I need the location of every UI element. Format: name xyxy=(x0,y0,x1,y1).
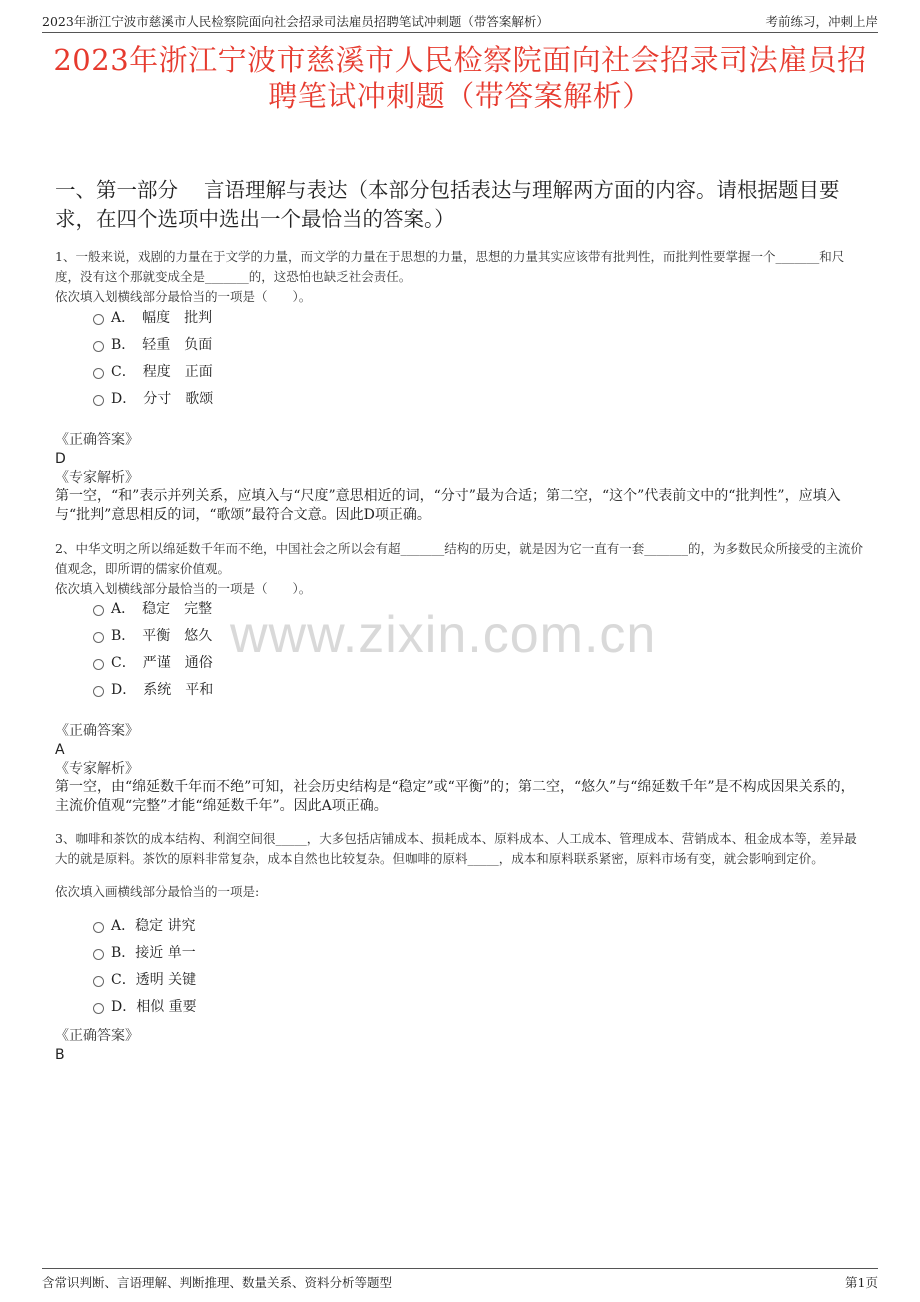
question-2-stem: 2、中华文明之所以绵延数千年而不绝，中国社会之所以会有超_______结构的历史，就是因为它一直有一套_______的，为多数民众所接受的主流价值观念，即所谓的儒家价值观。 xyxy=(55,541,863,576)
question-3-answer-label: 《正确答案》 xyxy=(55,1028,139,1044)
question-1-answer: D xyxy=(55,451,66,467)
question-3-option-c[interactable]: C．透明 关键 xyxy=(93,970,196,992)
radio-icon[interactable] xyxy=(93,341,104,352)
question-3-option-d[interactable]: D．相似 重要 xyxy=(93,997,197,1019)
question-1-answer-label: 《正确答案》 xyxy=(55,432,139,448)
section-text: 言语理解与表达（本部分包括表达与理解两方面的内容。请根据题目要求，在四个选项中选出一个最恰当的答案。） xyxy=(55,178,840,231)
section-heading xyxy=(55,176,865,234)
radio-icon[interactable] xyxy=(93,686,104,697)
question-2-option-d[interactable]: D． 系统 平和 xyxy=(93,680,213,702)
question-1-option-a[interactable]: A． 幅度 批判 xyxy=(93,308,212,330)
question-1-analysis-label: 《专家解析》 xyxy=(55,470,139,486)
question-2-analysis: 第一空，由“绵延数千年而不绝”可知，社会历史结构是“稳定”或“平衡”的；第二空，“悠久”与“绵延数千年”是不构成因果关系的，主流价值观“完整”才能“绵延数千年”。因此A项正确。 xyxy=(55,779,855,814)
radio-icon[interactable] xyxy=(93,949,104,960)
question-2-analysis-label: 《专家解析》 xyxy=(55,761,139,777)
question-1-stem: 1、一般来说，戏剧的力量在于文学的力量，而文学的力量在于思想的力量，思想的力量其实应该带有批判性，而批判性要掌握一个_______和尺度，没有这个那就变成全是_______的，这恐怕也缺乏社会责任。 xyxy=(55,249,845,284)
question-2-option-a[interactable]: A． 稳定 完整 xyxy=(93,599,212,621)
question-2-answer-label: 《正确答案》 xyxy=(55,723,139,739)
radio-icon[interactable] xyxy=(93,632,104,643)
question-1-option-b[interactable]: B． 轻重 负面 xyxy=(93,335,212,357)
question-3-stem: 3、咖啡和茶饮的成本结构、利润空间很_____，大多包括店铺成本、损耗成本、原料成本、人工成本、管理成本、营销成本、租金成本等，差异最大的就是原料。茶饮的原料非常复杂，成本自然也比较复杂。但咖啡的原料_____，成本和原料联系紧密，原料市场有变，就会影响到定价。 xyxy=(55,831,857,866)
question-1-analysis: 第一空，“和”表示并列关系，应填入与“尺度”意思相近的词，“分寸”最为合适；第二空，“这个”代表前文中的“批判性”，应填入与“批判”意思相反的词，“歌颂”最符合文意。因此D项正确。 xyxy=(55,488,841,523)
question-2-answer: A xyxy=(55,742,65,758)
page-title: 2023年浙江宁波市慈溪市人民检察院面向社会招录司法雇员招聘笔试冲刺题（带答案解析） xyxy=(53,43,867,113)
question-2-option-c[interactable]: C． 严谨 通俗 xyxy=(93,653,213,675)
footer-note: 含常识判断、言语理解、判断推理、数量关系、资料分析等题型 xyxy=(42,1275,393,1290)
radio-icon[interactable] xyxy=(93,395,104,406)
question-3-option-a[interactable]: A．稳定 讲究 xyxy=(93,916,196,938)
header-doc-title: 2023年浙江宁波市慈溪市人民检察院面向社会招录司法雇员招聘笔试冲刺题（带答案解析） xyxy=(42,14,549,29)
question-1-option-c[interactable]: C． 程度 正面 xyxy=(93,362,213,384)
page-header xyxy=(42,10,878,33)
radio-icon[interactable] xyxy=(93,314,104,325)
question-1-option-d[interactable]: D． 分寸 歌颂 xyxy=(93,389,213,411)
radio-icon[interactable] xyxy=(93,976,104,987)
page-footer xyxy=(42,1268,878,1291)
header-slogan: 考前练习，冲刺上岸 xyxy=(765,14,878,29)
question-2-prompt: 依次填入划横线部分最恰当的一项是（ ）。 xyxy=(55,581,312,596)
radio-icon[interactable] xyxy=(93,368,104,379)
question-3-prompt: 依次填入画横线部分最恰当的一项是: xyxy=(55,884,260,899)
radio-icon[interactable] xyxy=(93,1003,104,1014)
radio-icon[interactable] xyxy=(93,605,104,616)
question-3-answer: B xyxy=(55,1047,65,1063)
page-number: 第1页 xyxy=(845,1275,878,1290)
radio-icon[interactable] xyxy=(93,659,104,670)
radio-icon[interactable] xyxy=(93,922,104,933)
question-1-prompt: 依次填入划横线部分最恰当的一项是（ ）。 xyxy=(55,289,312,304)
question-2-option-b[interactable]: B． 平衡 悠久 xyxy=(93,626,212,648)
question-3-option-b[interactable]: B．接近 单一 xyxy=(93,943,196,965)
section-number: 一、第一部分 xyxy=(55,178,178,202)
watermark: www.zixin.com.cn xyxy=(230,606,657,664)
